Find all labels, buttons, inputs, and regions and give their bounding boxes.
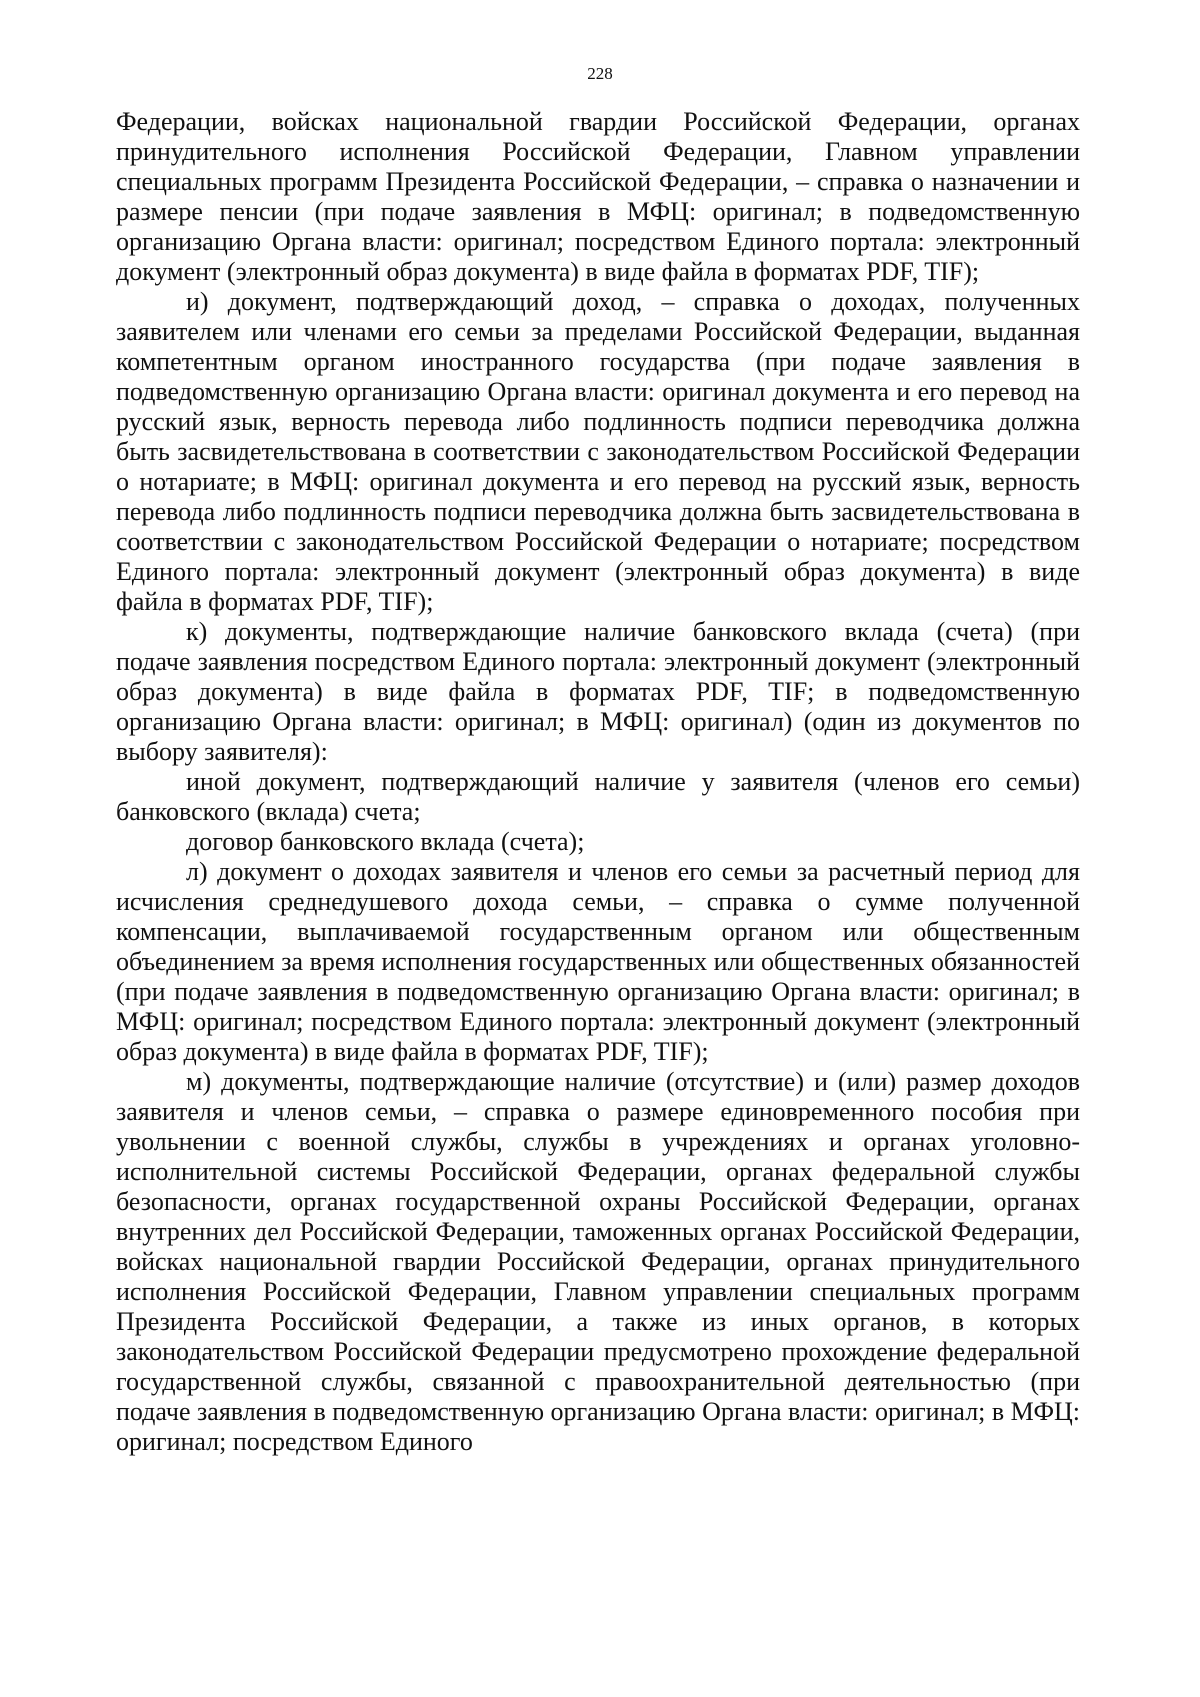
paragraph-other-document: иной документ, подтверждающий наличие у заявителя (членов его семьи) банковского (вклада) счета; [116, 767, 1080, 826]
paragraph-deposit-agreement: договор банковского вклада (счета); [186, 827, 585, 856]
paragraph-continuation: Федерации, войсках национальной гвардии Российской Федерации, органах принудительного исполнения Российской Федерации, Главном управлении специальных программ Президента Российской Федерации, – справка о назначении и размере пенсии (при подаче заявления в МФЦ: оригинал; в подведомственную организацию Органа власти: оригинал; посредством Единого портала: электронный документ (электронный образ документа) в виде файла в форматах PDF, TIF); [116, 107, 1080, 286]
page-number: 228 [587, 64, 613, 83]
document-body [116, 107, 1080, 1457]
paragraph-item-i: и) документ, подтверждающий доход, – справка о доходах, полученных заявителем или членами его семьи за пределами Российской Федерации, выданная компетентным органом иностранного государства (при подаче заявления в подведомственную организацию Органа власти: оригинал документа и его перевод на русский язык, верность перевода либо подлинность подписи переводчика должна быть засвидетельствована в соответствии с законодательством Российской Федерации о нотариате; в МФЦ: оригинал документа и его перевод на русский язык, верность перевода либо подлинность подписи переводчика должна быть засвидетельствована в соответствии с законодательством Российской Федерации о нотариате; посредством Единого портала: электронный документ (электронный образ документа) в виде файла в форматах PDF, TIF); [116, 287, 1080, 616]
paragraph-item-m: м) документы, подтверждающие наличие (отсутствие) и (или) размер доходов заявителя и членов семьи, – справка о размере единовременного пособия при увольнении с военной службы, службы в учреждениях и органах уголовно-исполнительной системы Российской Федерации, органах федеральной службы безопасности, органах государственной охраны Российской Федерации, органах внутренних дел Российской Федерации, таможенных органах Российской Федерации, войсках национальной гвардии Российской Федерации, органах принудительного исполнения Российской Федерации, Главном управлении специальных программ Президента Российской Федерации, а также из иных органов, в которых законодательством Российской Федерации предусмотрено прохождение федеральной государственной службы, связанной с правоохранительной деятельностью (при подаче заявления в подведомственную организацию Органа власти: оригинал; в МФЦ: оригинал; посредством Единого [116, 1067, 1080, 1456]
paragraph-item-l: л) документ о доходах заявителя и членов его семьи за расчетный период для исчисления среднедушевого дохода семьи, – справка о сумме полученной компенсации, выплачиваемой государственным органом или общественным объединением за время исполнения государственных или общественных обязанностей (при подаче заявления в подведомственную организацию Органа власти: оригинал; в МФЦ: оригинал; посредством Единого портала: электронный документ (электронный образ документа) в виде файла в форматах PDF, TIF); [116, 857, 1080, 1066]
paragraph-item-k: к) документы, подтверждающие наличие банковского вклада (счета) (при подаче заявления посредством Единого портала: электронный документ (электронный образ документа) в виде файла в форматах PDF, TIF; в подведомственную организацию Органа власти: оригинал; в МФЦ: оригинал) (один из документов по выбору заявителя): [116, 617, 1080, 766]
